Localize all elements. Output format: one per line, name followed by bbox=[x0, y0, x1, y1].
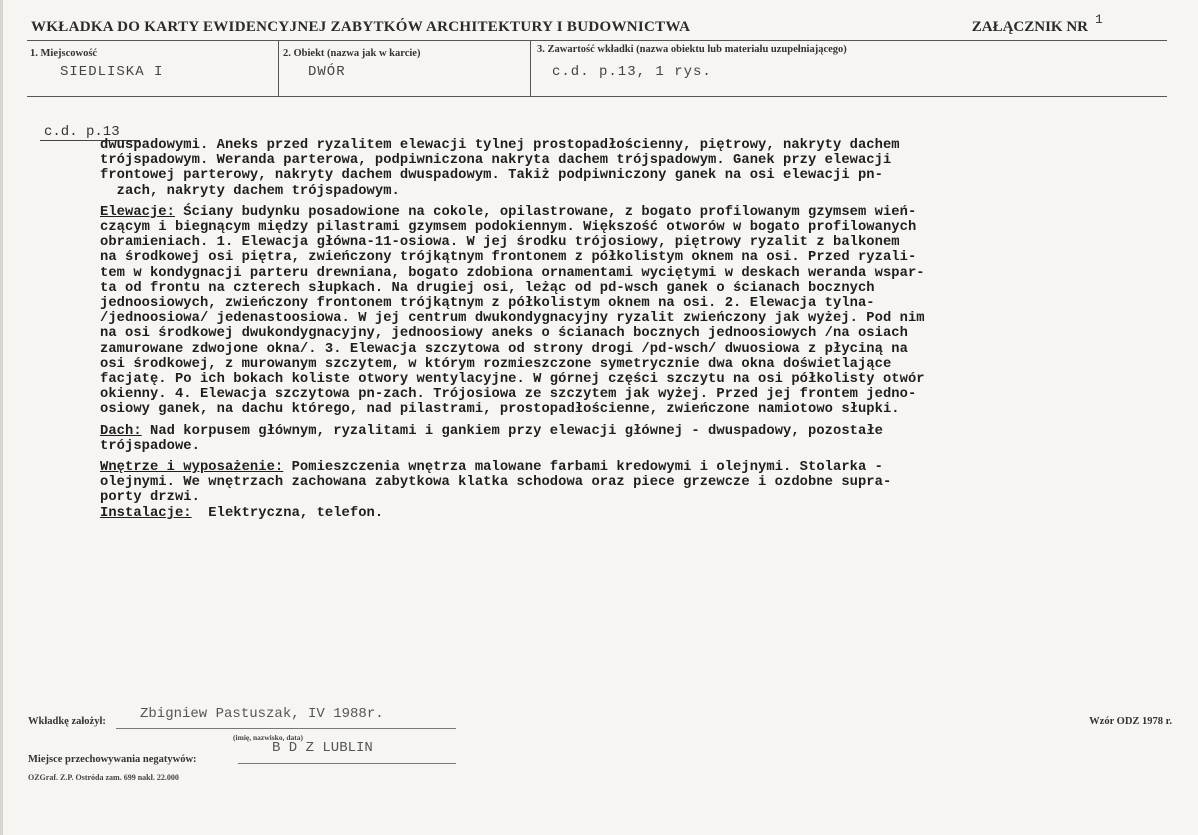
card-title: WKŁADKA DO KARTY EWIDENCYJNEJ ZABYTKÓW ARCHITEKTURY I BUDOWNICTWA bbox=[31, 19, 691, 35]
installations-heading: Instalacje: bbox=[100, 505, 192, 521]
author-sub-label: (imię, nazwisko, data) bbox=[233, 733, 303, 742]
locality-label: 1. Miejscowość bbox=[30, 48, 98, 59]
field-divider-2 bbox=[530, 40, 531, 96]
roof-text: Nad korpusem głównym, ryzalitami i gankiem przy elewacji głównej - dwuspadowy, pozostałe trójspadowe. bbox=[100, 423, 883, 454]
interior-text: Pomieszczenia wnętrza malowane farbami kredowymi i olejnymi. Stolarka - olejnymi. We wnętrzach zachowana zabytkowa klatka schodowa oraz piece grzewcze i ozdobne supra- porty drzwi. bbox=[100, 460, 892, 506]
interior-heading: Wnętrze i wyposażenie: bbox=[100, 460, 284, 476]
form-version: Wzór ODZ 1978 r. bbox=[1089, 716, 1172, 727]
contents-label: 3. Zawartość wkładki (nazwa obiektu lub materiału uzupełniającego) bbox=[537, 44, 847, 55]
attachment-number: 1 bbox=[1095, 12, 1103, 27]
contents-value: c.d. p.13, 1 rys. bbox=[552, 64, 712, 80]
roof-heading: Dach: bbox=[100, 423, 142, 439]
field-divider-1 bbox=[278, 40, 279, 96]
fields-rule bbox=[27, 96, 1167, 97]
elevations-heading: Elewacje: bbox=[100, 204, 175, 220]
roof-section bbox=[100, 424, 1100, 454]
object-value: DWÓR bbox=[308, 64, 346, 80]
interior-section bbox=[100, 460, 1100, 506]
installations-text: Elektryczna, telefon. bbox=[191, 505, 384, 521]
author-rule bbox=[116, 728, 456, 729]
continuation-ref: c.d. p.13 bbox=[44, 124, 120, 140]
object-label: 2. Obiekt (nazwa jak w karcie) bbox=[283, 48, 421, 59]
attachment-label: ZAŁĄCZNIK NR bbox=[971, 19, 1088, 35]
author-value: Zbigniew Pastuszak, IV 1988r. bbox=[140, 706, 384, 722]
locality-value: SIEDLISKA I bbox=[60, 64, 164, 80]
header-rule bbox=[27, 40, 1167, 41]
installations-section bbox=[100, 506, 1100, 521]
description-body bbox=[100, 138, 1100, 527]
storage-rule bbox=[238, 763, 456, 764]
description-paragraph: dwuspadowymi. Aneks przed ryzalitem elewacji tylnej prostopadłościenny, piętrowy, nakryty dachem trójspadowym. Weranda parterowa, podpiwniczona nakryta dachem trójspadowym. Ganek przy elewacji frontowej parterowy, nakryty dachem dwuspadowym. Takiż podpiwniczony ganek na osi elewacji pn- zach, nakryty dachem trójspadowym. bbox=[100, 138, 900, 199]
author-label: Wkładkę założył: bbox=[28, 716, 106, 727]
storage-label: Miejsce przechowywania negatywów: bbox=[28, 754, 197, 765]
elevations-section bbox=[100, 205, 1100, 418]
card-edge bbox=[0, 0, 3, 835]
elevations-text: Ściany budynku posadowione na cokole, opilastrowane, z bogato profilowanym gzymsem wień- czącym i biegnącym między pilastrami gzymsem podokiennym. Większość otworów w bogato profilowanych obramieniach. 1. Elewacja główna-11-osiowa. W jej środku trójosiowy, piętrowy ryzalit z balkonem na środkowej osi piętra, zwieńczony trójkątnym frontonem z półkolistym oknem na osi. Przed ryzali- tem w kondygnacji parteru drewniana, bogato zdobiona ornamentami wyciętymi w deskach weranda wspar- ta od frontu na czterech słupkach. Na drugiej osi, leżąc od pd-wsch ganek o ścianach bocznych jednoosiowych, zwieńczony frontonem trójkątnym z półkolistym oknem na osi. 2. Elewacja tylna- /jednoosiowa/ jedenastoosiowa. W jej centrum dwukondygnacyjny ryzalit zwieńczony jak wyżej. Pod nim na osi środkowej dwukondygnacyjny, jednoosiowy aneks o ścianach bocznych jednoosiowych /na osiach zamurowane zdwojone okna/. 3. Elewacja szczytowa od strony drogi /pd-wsch/ dwuosiowa z płyciną na osi środkowej, z murowanym szczytem, w którym rozmieszczone symetrycznie dwa okna doświetlające facjatę. Po ich bokach koliste otwory wentylacyjne. W górnej części szczytu na osi półkolisty otwór okienny. 4. Elewacja szczytowa pn-zach. Trójosiowa ze szczytem jak wyżej. Przed jej frontem jedno- osiowy ganek, na dachu którego, nad pilastrami, prostopadłościenne, zwieńczone namiotowo słupki. bbox=[100, 204, 925, 418]
printer-note: OZGraf. Z.P. Ostróda zam. 699 nakł. 22.000 bbox=[28, 773, 179, 782]
storage-value: B D Z LUBLIN bbox=[272, 740, 373, 756]
